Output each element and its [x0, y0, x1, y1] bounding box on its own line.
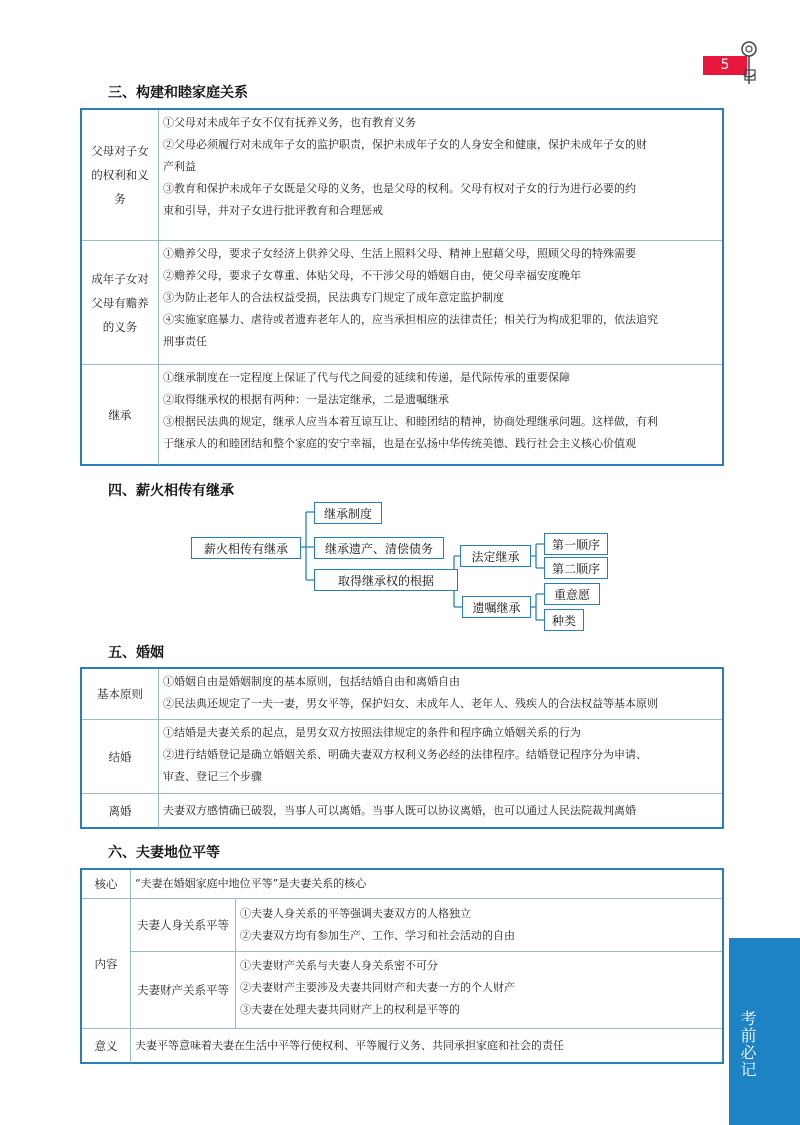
page-number: 5	[703, 56, 747, 75]
row-line: ②夫妻财产主要涉及夫妻共同财产和夫妻一方的个人财产	[240, 981, 515, 994]
row-line: 夫妻双方感情确已破裂，当事人可以离婚。当事人既可以协议离婚，也可以通过人民法院裁判离婚	[163, 804, 636, 817]
table-row	[82, 793, 722, 828]
diagram-node-first-order: 第一顺序	[544, 533, 608, 555]
row-line: 夫妻平等意味着夫妻在生活中平等行使权利、平等履行义务、共同承担家庭和社会的责任	[135, 1039, 564, 1052]
table-row	[82, 898, 722, 1029]
diagram-node-system: 继承制度	[314, 502, 382, 524]
table-row	[82, 1028, 722, 1063]
row-line: ③为防止老年人的合法权益受损，民法典专门规定了成年意定监护制度	[163, 291, 504, 304]
row-line: 审查、登记三个步骤	[163, 770, 262, 783]
diagram-node-legal: 法定继承	[460, 545, 531, 567]
row-line: 刑事责任	[163, 335, 207, 348]
row-label: 离婚	[82, 794, 159, 828]
row-line: ①夫妻财产关系与夫妻人身关系密不可分	[240, 959, 438, 972]
row-line: ④实施家庭暴力、虐待或者遗弃老年人的，应当承担相应的法律责任；相关行为构成犯罪的，依法追究	[163, 313, 658, 326]
row-label: 内容	[82, 899, 131, 1029]
row-line: ①继承制度在一定程度上保证了代与代之间爱的延续和传递，是代际传承的重要保障	[163, 371, 570, 384]
row-label: 结婚	[82, 720, 159, 794]
row-line: ②赡养父母，要求子女尊重、体贴父母，不干涉父母的婚姻自由，使父母幸福安度晚年	[163, 269, 581, 282]
diagram-root-node: 薪火相传有继承	[191, 537, 301, 559]
row-line: ③根据民法典的规定，继承人应当本着互谅互让、和睦团结的精神，协商处理继承问题。这样做，有利	[163, 415, 658, 428]
row-line: ②民法典还规定了一夫一妻，男女平等，保护妇女、未成年人、老年人、残疾人的合法权益等基本原则	[163, 697, 658, 710]
row-label: 意义	[82, 1029, 131, 1063]
diagram-node-inherit-debt: 继承遗产、清偿债务	[314, 537, 444, 559]
sub-row-personal	[131, 899, 722, 952]
row-line: ②夫妻双方均有参加生产、工作、学习和社会活动的自由	[240, 929, 515, 942]
row-label: 继承	[82, 365, 159, 465]
diagram-node-will: 遗嘱继承	[462, 596, 531, 618]
table-row	[82, 669, 722, 719]
row-line: ②进行结婚登记是确立婚姻关系、明确夫妻双方权利义务必经的法律程序。结婚登记程序分为申请、	[163, 748, 647, 761]
section5-heading: 五、婚姻	[108, 645, 164, 661]
diagram-node-intention: 重意愿	[544, 583, 600, 605]
row-label: 基本原则	[82, 669, 159, 719]
section6-table	[80, 868, 724, 1064]
row-line: “夫妻在婚姻家庭中地位平等”是夫妻关系的核心	[135, 877, 367, 890]
row-line: 于继承人的和睦团结和整个家庭的安宁幸福，也是在弘扬中华传统美德、践行社会主义核心价值观	[163, 437, 636, 450]
row-line: ①婚姻自由是婚姻制度的基本原则，包括结婚自由和离婚自由	[163, 675, 460, 688]
sub-row-property	[131, 951, 722, 1029]
sub-row-label: 夫妻人身关系平等	[131, 899, 236, 951]
table-row	[82, 870, 722, 898]
side-tab-label: 考前必记	[738, 1010, 757, 1078]
diagram-node-types: 种类	[544, 609, 584, 631]
sub-row-label: 夫妻财产关系平等	[131, 951, 236, 1029]
row-line: 产利益	[163, 160, 196, 173]
row-line: ①结婚是夫妻关系的起点，是男女双方按照法律规定的条件和程序确立婚姻关系的行为	[163, 726, 581, 739]
row-line: ②取得继承权的根据有两种：一是法定继承，二是遗嘱继承	[163, 393, 449, 406]
section3-heading: 三、构建和睦家庭关系	[108, 85, 248, 101]
row-line: ②父母必须履行对未成年子女的监护职责，保护未成年子女的人身安全和健康，保护未成年子女的财	[163, 138, 647, 151]
row-line: ③夫妻在处理夫妻共同财产上的权利是平等的	[240, 1003, 460, 1016]
diagram-node-basis: 取得继承权的根据	[314, 569, 458, 591]
row-label: 成年子女对父母有赡养的义务	[82, 241, 159, 365]
table-row	[82, 719, 722, 794]
section6-heading: 六、夫妻地位平等	[108, 845, 220, 861]
row-label: 父母对子女的权利和义务	[82, 110, 159, 240]
diagram-node-second-order: 第二顺序	[544, 557, 608, 579]
section4-heading: 四、薪火相传有继承	[108, 483, 234, 499]
row-line: ①赡养父母，要求子女经济上供养父母、生活上照料父母、精神上慰藉父母，照顾父母的特殊需要	[163, 247, 636, 260]
section5-table	[80, 667, 724, 829]
row-line: 束和引导，并对子女进行批评教育和合理惩戒	[163, 204, 383, 217]
row-line: ①夫妻人身关系的平等强调夫妻双方的人格独立	[240, 907, 471, 920]
row-label: 核心	[82, 870, 131, 898]
row-line: ①父母对未成年子女不仅有抚养义务，也有教育义务	[163, 116, 416, 129]
row-line: ③教育和保护未成年子女既是父母的义务，也是父母的权利。父母有权对子女的行为进行必要的约	[163, 182, 636, 195]
